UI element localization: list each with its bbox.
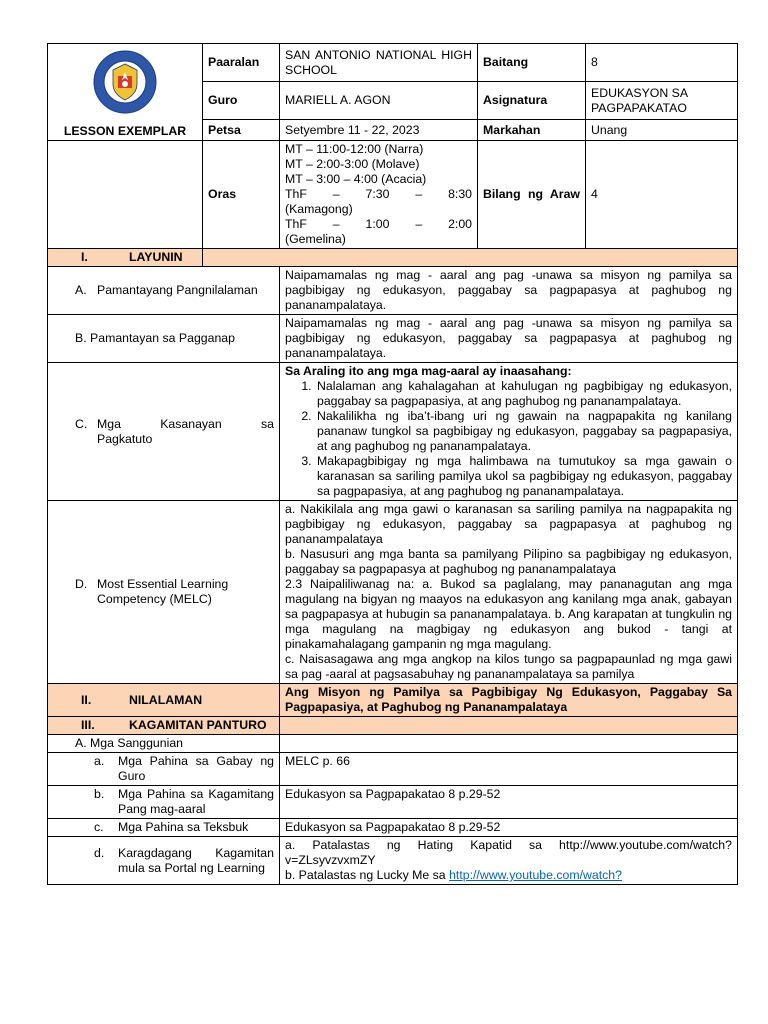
layunin-num: I. bbox=[81, 250, 88, 264]
mga-sanggunian-label: A. Mga Sanggunian bbox=[48, 735, 280, 753]
kasanayan-item: 3. Makapagbibigay ng mga halimbawa na tumutukoy sa mga gawain o karanasan sa sariling pamilya ukol sa pagbibigay ng edukasyon, paggabay sa pagpapasiya, at ang paghubog ng pananampalataya. bbox=[315, 454, 732, 499]
pamantayang-pangnilalaman-text: Naipamamalas ng mag - aaral ang pag -unawa sa misyon ng pamilya sa pagbibigay ng edukasyon, paggabay sa pagpapasya at paghubog ng pananampalataya. bbox=[280, 267, 738, 315]
guro-label: Guro bbox=[203, 82, 280, 120]
kagamitang-pang-mag-aaral-value: Edukasyon sa Pagpapakatao 8 p.29-52 bbox=[280, 786, 738, 819]
petsa-label: Petsa bbox=[203, 120, 280, 141]
item-label: Most Essential Learning Competency (MELC) bbox=[97, 577, 229, 606]
kasanayan-item: 2. Nakalilikha ng iba’t-ibang uri ng gawain na nagpapakita ng kanilang pananaw tungkol sa pagbibigay ng edukasyon, paggabay sa pagpapasiya, at ang paghubog ng pananampalataya. bbox=[315, 409, 732, 454]
asignatura-label: Asignatura bbox=[478, 82, 586, 120]
oras-line-sub: (Gemelina) bbox=[285, 232, 346, 246]
lesson-exemplar-label: LESSON EXEMPLAR bbox=[63, 124, 187, 138]
paaralan-value: SAN ANTONIO NATIONAL HIGH SCHOOL bbox=[280, 44, 478, 82]
oras-line: MT – 3:00 – 4:00 (Acacia) bbox=[285, 172, 427, 186]
item-label: Mga Kasanayan sa Pagkatuto bbox=[97, 416, 274, 446]
kagamitan-num: III. bbox=[81, 718, 95, 732]
item-letter: C. bbox=[75, 416, 88, 431]
pamantayang-pangnilalaman-label bbox=[48, 267, 280, 315]
patalastas-lucky-me bbox=[285, 868, 732, 883]
oras-label: Oras bbox=[203, 141, 280, 249]
oras-line: ThF – 7:30 – 8:30 bbox=[285, 187, 472, 201]
petsa-value: Setyembre 11 - 22, 2023 bbox=[280, 120, 478, 141]
layunin-section-label bbox=[48, 249, 203, 267]
baitang-value: 8 bbox=[586, 44, 738, 82]
item-letter: c. bbox=[94, 820, 104, 834]
melc-paragraph: c. Naisasagawa ang mga angkop na kilos tungo sa pagpapaunlad ng mga gawi sa pag -aaral at pagsasabuhay ng pananampalataya sa pamilya bbox=[285, 652, 732, 681]
karagdagang-kagamitan-value bbox=[280, 837, 738, 885]
teksbuk-value: Edukasyon sa Pagpapakatao 8 p.29-52 bbox=[280, 819, 738, 837]
kagamitang-pang-mag-aaral-label bbox=[48, 786, 280, 819]
bilang-label: Bilang ng Araw bbox=[478, 141, 586, 249]
item-letter: A. bbox=[75, 283, 87, 297]
item-label: Karagdagang Kagamitan mula sa Portal ng Learning bbox=[118, 845, 274, 875]
nilalaman-section-label bbox=[48, 684, 280, 717]
item-letter: d. bbox=[94, 845, 105, 860]
melc-content bbox=[280, 501, 738, 684]
gabay-ng-guro-label bbox=[48, 753, 280, 786]
item-letter: b. bbox=[94, 787, 105, 801]
melc-paragraph: a. Nakikilala ang mga gawi o karanasan sa sariling pamilya na nagpapakita ng pagbibigay ng edukasyon, paggabay sa pagpapasya at paghubog ng pananampalataya bbox=[285, 502, 732, 546]
asignatura-value: EDUKASYON SA PAGPAPAKATAO bbox=[586, 82, 738, 120]
deped-seal-icon bbox=[82, 50, 168, 114]
layunin-title: LAYUNIN bbox=[129, 250, 183, 264]
youtube-link[interactable]: http://www.youtube.com/watch? bbox=[449, 868, 622, 882]
kasanayan-item: 1. Nalalaman ang kahalagahan at kahulugan ng pagbibigay ng edukasyon, paggabay sa pagpapasiya, at ang paghubog ng pananampalataya. bbox=[315, 379, 732, 409]
kasanayan-intro: Sa Araling ito ang mga mag-aaral ay inaasahang: bbox=[285, 364, 572, 378]
melc-paragraph: b. Nasusuri ang mga banta sa pamilyang Pilipino sa pagbibigay ng edukasyon, paggabay sa pagpapasya at paghubog ng pananampalataya bbox=[285, 547, 732, 576]
mga-kasanayan-content bbox=[280, 363, 738, 501]
nilalaman-num: II. bbox=[81, 692, 92, 707]
lesson-exemplar-table bbox=[47, 43, 738, 885]
pamantayan-sa-pagganap-label: B. Pamantayan sa Pagganap bbox=[48, 315, 280, 363]
mga-sanggunian-value bbox=[280, 735, 738, 753]
oras-line: MT – 11:00-12:00 (Narra) bbox=[285, 142, 424, 156]
karagdagang-kagamitan-label bbox=[48, 837, 280, 885]
markahan-value: Unang bbox=[586, 120, 738, 141]
guro-value: MARIELL A. AGON bbox=[280, 82, 478, 120]
oras-line-sub: (Kamagong) bbox=[285, 202, 353, 216]
kagamitan-title: KAGAMITAN PANTURO bbox=[129, 718, 267, 732]
markahan-label: Markahan bbox=[478, 120, 586, 141]
patalastas-lucky-me-text: b. Patalastas ng Lucky Me sa bbox=[285, 868, 446, 882]
oras-line: MT – 2:00-3:00 (Molave) bbox=[285, 157, 420, 171]
melc-label bbox=[48, 501, 280, 684]
item-label: Pamantayang Pangnilalaman bbox=[97, 283, 258, 297]
item-label: Mga Pahina sa Kagamitang Pang mag-aaral bbox=[118, 787, 274, 816]
item-letter: D. bbox=[75, 577, 88, 591]
item-label: Mga Pahina sa Gabay ng Guro bbox=[118, 754, 274, 783]
kasanayan-list bbox=[285, 379, 732, 499]
bilang-value: 4 bbox=[586, 141, 738, 249]
oras-line: ThF – 1:00 – 2:00 bbox=[285, 217, 472, 231]
baitang-label: Baitang bbox=[478, 44, 586, 82]
item-letter: a. bbox=[94, 754, 105, 768]
kagamitan-section-label bbox=[48, 717, 280, 735]
layunin-section-fill bbox=[203, 249, 738, 267]
teksbuk-label bbox=[48, 819, 280, 837]
pamantayan-sa-pagganap-text: Naipamamalas ng mag - aaral ang pag -unawa sa misyon ng pamilya sa pagbibigay ng edukasyon, paggabay sa pagpapasya at paghubog ng pananampalataya. bbox=[280, 315, 738, 363]
melc-paragraph: 2.3 Naipaliliwanag na: a. Bukod sa paglalang, may pananagutan ang mga magulang na bigyan ng maayos na edukasyon ang kanilang mga anak, gabayan sa pagpapasya at hubugin sa pananampalataya. b. Ang karapatan at tungkulin ng mga magulang na magbigay ng edukasyon ang bukod - tangi at pinakamahalagang gampanin ng mga magulang. bbox=[285, 577, 732, 651]
mga-kasanayan-label bbox=[48, 363, 280, 501]
item-label: Mga Pahina sa Teksbuk bbox=[118, 820, 249, 834]
nilalaman-title: NILALAMAN bbox=[129, 692, 203, 707]
gabay-ng-guro-value: MELC p. 66 bbox=[280, 753, 738, 786]
empty-cell bbox=[48, 141, 203, 249]
paaralan-label: Paaralan bbox=[203, 44, 280, 82]
header-logo-cell bbox=[48, 44, 203, 141]
patalastas-hating-kapatid: a. Patalastas ng Hating Kapatid sa http://www.youtube.com/watch?v=ZLsyvzvxmZY bbox=[285, 838, 732, 867]
kagamitan-section-fill bbox=[280, 717, 738, 735]
nilalaman-text: Ang Misyon ng Pamilya sa Pagbibigay Ng Edukasyon, Paggabay Sa Pagpapasiya, at Paghubog ng Pananampalataya bbox=[280, 684, 738, 717]
oras-value bbox=[280, 141, 478, 249]
